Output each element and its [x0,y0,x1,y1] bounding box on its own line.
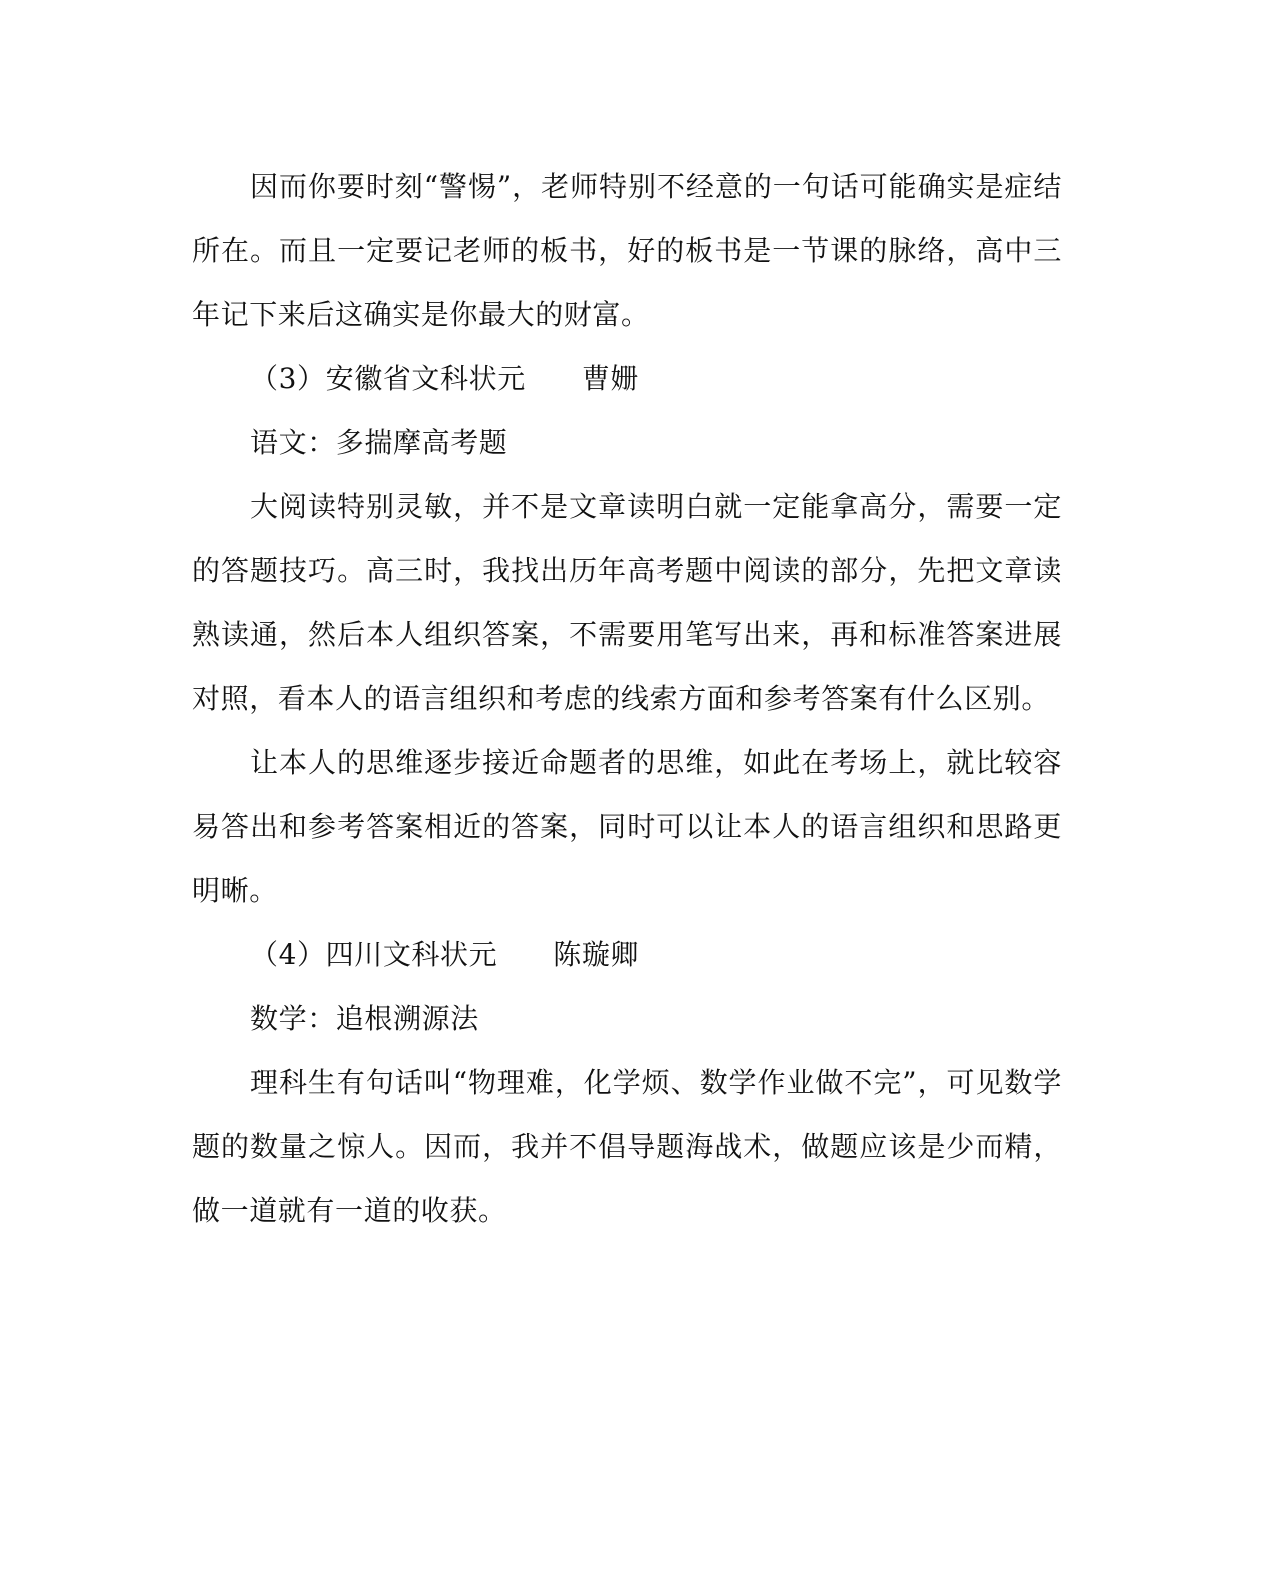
section-3-label: （3）安徽省文科状元 [250,362,526,395]
document-body [192,155,1062,1243]
paragraph-3: 让本人的思维逐步接近命题者的思维，如此在考场上，就比较容易答出和参考答案相近的答案，同时可以让本人的语言组织和思路更明晰。 [192,746,1062,907]
section-3-name: 曹姗 [581,362,640,395]
paragraph-1: 因而你要时刻“警惕”，老师特别不经意的一句话可能确实是症结所在。而且一定要记老师的板书，好的板书是一节课的脉络，高中三年记下来后这确实是你最大的财富。 [192,170,1062,331]
subject-4-heading: 数学：追根溯源法 [250,1002,479,1035]
section-4-heading [192,923,1062,987]
paragraph-2: 大阅读特别灵敏，并不是文章读明白就一定能拿高分，需要一定的答题技巧。高三时，我找出历年高考题中阅读的部分，先把文章读熟读通，然后本人组织答案，不需要用笔写出来，再和标准答案进展对照，看本人的语言组织和考虑的线索方面和参考答案有什么区别。 [192,490,1062,715]
section-4-name: 陈璇卿 [553,938,640,971]
section-4-label: （4）四川文科状元 [250,938,498,971]
paragraph-4: 理科生有句话叫“物理难，化学烦、数学作业做不完”，可见数学题的数量之惊人。因而，我并不倡导题海战术，做题应该是少而精，做一道就有一道的收获。 [192,1066,1062,1227]
subject-3-heading: 语文：多揣摩高考题 [250,426,508,459]
section-3-heading [192,347,1062,411]
